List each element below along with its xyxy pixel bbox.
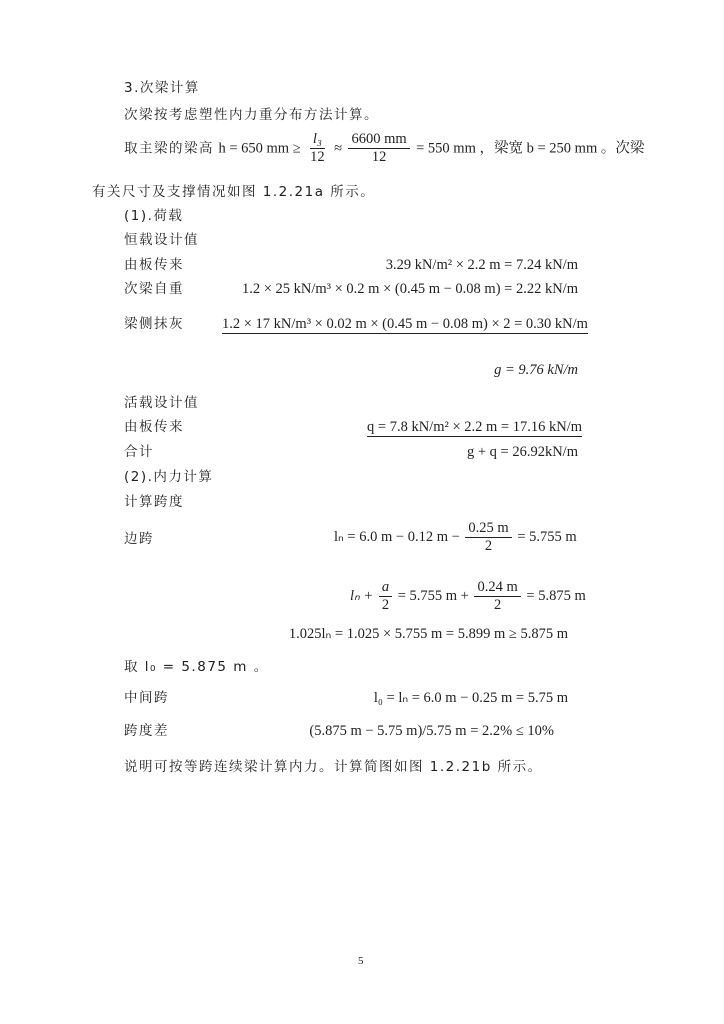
section-heading: 3.次梁计算	[124, 80, 200, 96]
force-title: (2).内力计算	[124, 469, 214, 485]
slab-load-expr: 3.29 kN/m² × 2.2 m = 7.24 kN/m	[385, 257, 578, 273]
mid-span-label: 中间跨	[124, 690, 169, 706]
edge-span-expr-3: 1.025lₙ = 1.025 × 5.755 m = 5.899 m ≥ 5.875 m	[288, 626, 568, 642]
edge-frac-den: 2	[484, 538, 493, 554]
load-title: (1).荷载	[124, 208, 184, 224]
frac1-numerator: l₃	[310, 131, 325, 149]
edge-span-expr-2	[350, 579, 586, 614]
live-load-label: 由板传来	[124, 419, 184, 435]
approx-sign: ≈	[334, 140, 343, 157]
plaster-expr-text: 1.2 × 17 kN/m³ × 0.02 m × (0.45 m − 0.08 m) × 2 = 0.30 kN/m	[222, 316, 588, 332]
self-weight-expr: 1.2 × 25 kN/m³ × 0.2 m × (0.45 m − 0.08 m) = 2.22 kN/m	[241, 281, 578, 297]
conclusion-text: 说明可按等跨连续梁计算内力。计算简图如图 1.2.21b 所示。	[124, 759, 543, 775]
mid-span-expr: l₀ = lₙ = 6.0 m − 0.25 m = 5.75 m	[373, 690, 568, 706]
span-title: 计算跨度	[124, 494, 184, 510]
sum-label: 合计	[124, 444, 154, 460]
edge2-frac1-den: 2	[381, 597, 390, 613]
plaster-expr	[222, 315, 588, 333]
slab-load-label: 由板传来	[124, 257, 184, 273]
edge2-frac2-num: 0.24 m	[474, 579, 520, 597]
take-l0-text: 取 l₀ = 5.875 m 。	[124, 659, 269, 675]
fraction-6600-over-12	[348, 131, 409, 166]
live-load-expr	[330, 418, 582, 436]
edge2-frac1-num: a	[379, 579, 392, 597]
main-beam-line	[124, 131, 644, 166]
fraction-l3-over-12	[307, 131, 328, 166]
edge-span-expr	[334, 520, 577, 555]
frac2-numerator: 6600 mm	[348, 131, 409, 149]
live-load-expr-text: q = 7.8 kN/m² × 2.2 m = 17.16 kN/m	[367, 419, 582, 435]
main-beam-continuation: 有关尺寸及支撑情况如图 1.2.21a 所示。	[92, 184, 376, 200]
main-beam-prefix: 取主梁的梁高	[124, 140, 214, 157]
page-number: 5	[358, 955, 364, 967]
main-beam-result: = 550 mm ，梁宽 b = 250 mm 。次梁	[416, 140, 645, 157]
dead-load-total: g = 9.76 kN/m	[494, 362, 578, 378]
main-beam-h-expr: h = 650 mm ≥	[218, 140, 301, 157]
frac1-denominator: 12	[310, 149, 325, 165]
frac2-denominator: 12	[371, 149, 387, 165]
edge2-fraction-b	[474, 579, 520, 614]
plaster-label: 梁侧抹灰	[124, 316, 184, 332]
edge-frac-num: 0.25 m	[465, 520, 511, 538]
edge-fraction	[465, 520, 511, 555]
edge2-frac2-den: 2	[494, 597, 502, 613]
dead-load-title: 恒载设计值	[124, 232, 199, 248]
edge2-expr-a: lₙ +	[350, 587, 374, 604]
span-diff-label: 跨度差	[124, 723, 169, 739]
edge-expr-b: = 5.755 m	[517, 528, 577, 545]
intro-text: 次梁按考虑塑性内力重分布方法计算。	[124, 107, 379, 123]
edge-expr-a: lₙ = 6.0 m − 0.12 m −	[334, 528, 460, 545]
sum-expr: g + q = 26.92kN/m	[466, 444, 578, 460]
live-load-title: 活载设计值	[124, 395, 199, 411]
edge2-expr-b: = 5.755 m +	[397, 587, 469, 604]
span-diff-expr: (5.875 m − 5.75 m)/5.75 m = 2.2% ≤ 10%	[309, 723, 554, 739]
edge2-expr-c: = 5.875 m	[526, 587, 586, 604]
edge-span-label: 边跨	[124, 531, 154, 547]
self-weight-label: 次梁自重	[124, 281, 184, 297]
edge2-fraction-a	[379, 579, 392, 614]
